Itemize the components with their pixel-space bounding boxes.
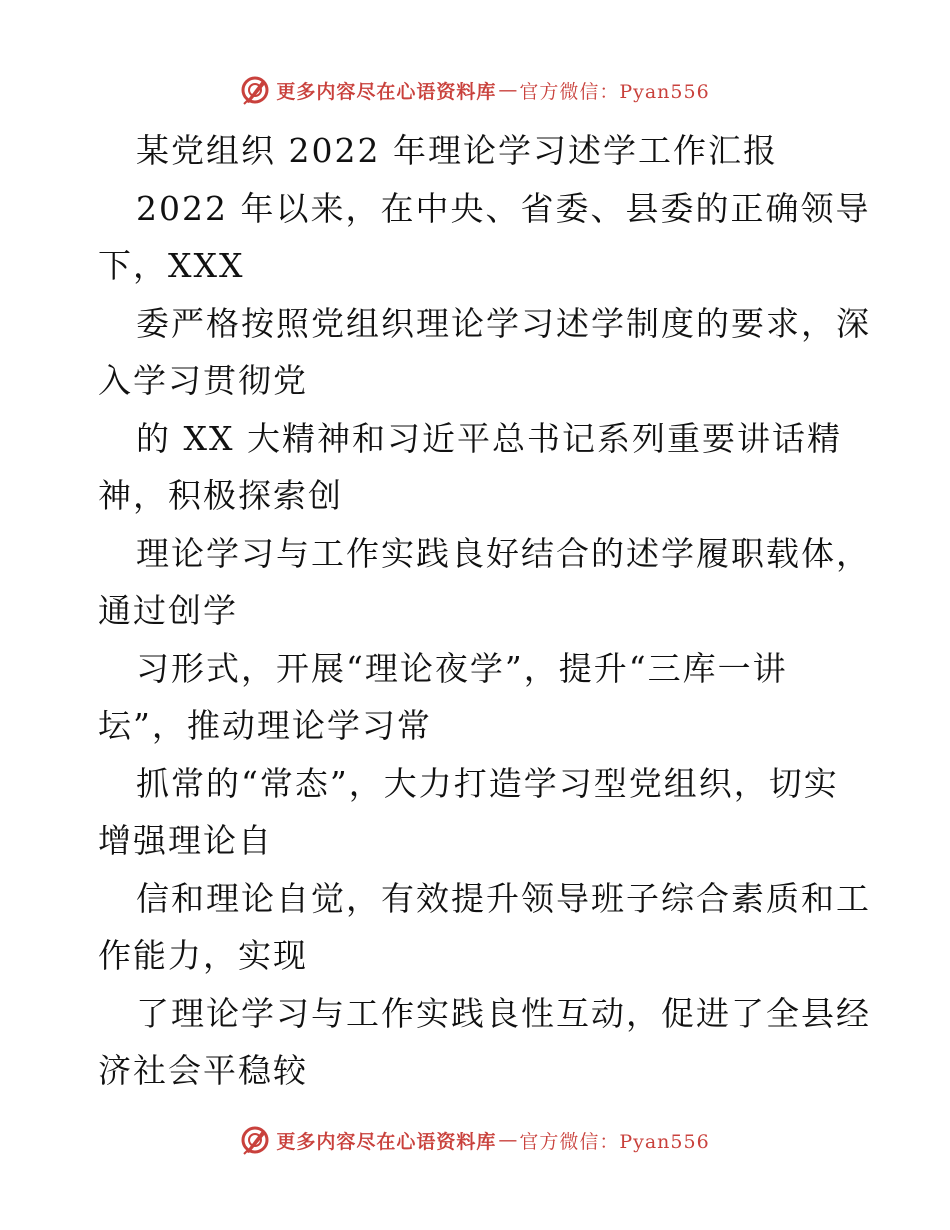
paragraph-line: 抓常的“常态”，大力打造学习型党组织，切实 bbox=[136, 763, 839, 803]
quill-logo-icon bbox=[240, 75, 270, 105]
paragraph-line: 神，积极探索创 bbox=[98, 476, 343, 515]
watermark-dash: — bbox=[498, 1129, 518, 1151]
paragraph-line: 下，XXX bbox=[98, 246, 245, 285]
header-watermark bbox=[0, 70, 950, 110]
document-title: 某党组织 2022 年理论学习述学工作汇报 bbox=[136, 131, 778, 170]
watermark-contact: 官方微信：Pyan556 bbox=[519, 1130, 710, 1153]
paragraph-line: 了理论学习与工作实践良性互动，促进了全县经 bbox=[136, 993, 871, 1033]
paragraph-line: 入学习贯彻党 bbox=[98, 361, 308, 400]
watermark-contact: 官方微信：Pyan556 bbox=[519, 80, 710, 103]
watermark-brand: 更多内容尽在心语资料库 bbox=[276, 80, 497, 103]
document-body bbox=[98, 122, 873, 1100]
paragraph-line: 习形式，开展“理论夜学”，提升“三库一讲 bbox=[136, 648, 788, 688]
paragraph-line: 理论学习与工作实践良好结合的述学履职载体， bbox=[136, 533, 871, 573]
paragraph-line: 济社会平稳较 bbox=[98, 1051, 308, 1090]
paragraph-line: 的 XX 大精神和习近平总书记系列重要讲话精 bbox=[136, 418, 842, 458]
paragraph-line: 增强理论自 bbox=[98, 821, 273, 860]
paragraph-line: 坛”，推动理论学习常 bbox=[98, 706, 432, 745]
paragraph-line: 作能力，实现 bbox=[98, 936, 308, 975]
quill-logo-icon bbox=[240, 1125, 270, 1155]
watermark-dash: — bbox=[498, 79, 518, 101]
paragraph-line: 信和理论自觉，有效提升领导班子综合素质和工 bbox=[136, 878, 871, 918]
footer-watermark bbox=[0, 1120, 950, 1160]
paragraph-line: 2022 年以来，在中央、省委、县委的正确领导 bbox=[136, 188, 871, 228]
paragraph-line: 委严格按照党组织理论学习述学制度的要求，深 bbox=[136, 303, 871, 343]
watermark-brand: 更多内容尽在心语资料库 bbox=[276, 1130, 497, 1153]
paragraph-line: 通过创学 bbox=[98, 591, 238, 630]
